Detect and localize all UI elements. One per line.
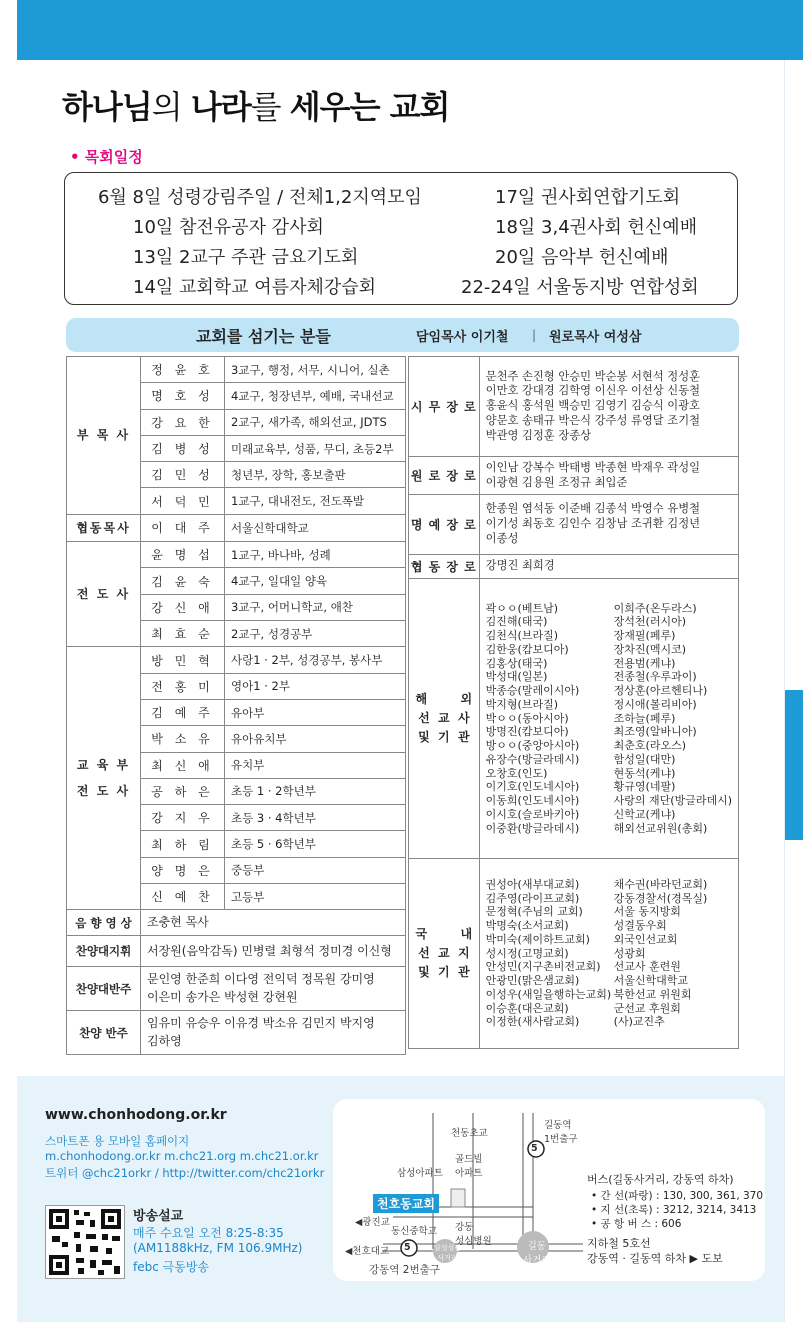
table-row [67,967,406,1011]
staff-name: 김 예 주 [141,699,225,725]
overseas-mission-item: 박ㅇㅇ(동아시아) [485,711,569,725]
category-cell: 명 예 장 로 [409,495,480,555]
table-row [409,457,739,495]
staff-role: 청년부, 장학, 홍보출판 [225,462,406,488]
staff-role: 유아부 [225,699,406,725]
overseas-mission-item: 조하늘(페루) [613,711,676,725]
domestic-mission-item: 채수권(바라던교회) [613,877,708,891]
staff-role: 사랑1 · 2부, 성경공부, 봉사부 [225,647,406,673]
location-map[interactable] [333,1099,765,1281]
staff-role: 2교구, 성경공부 [225,621,406,647]
separator: | [532,328,537,342]
domestic-mission-item: 군선교 후원회 [613,1001,681,1015]
domestic-mission-item: 서울신학대학교 [613,974,689,988]
schedule-item: 6월 8일 성령강림주일 / 전체1,2지역모임 [98,187,422,208]
staff-value: 조충현 목사 [141,910,406,936]
schedule-item: 10일 참전유공자 감사회 [133,217,324,238]
schedule-item: 18일 3,4권사회 헌신예배 [495,217,698,238]
staff-value: 임유미 유승우 이유경 박소유 김민지 박지영 김하영 [141,1011,406,1055]
staff-role: 3교구, 행정, 서무, 시니어, 실촌 [225,357,406,383]
map-label: 삼성성심 사거리 [434,1244,462,1262]
domestic-mission-item: 권성아(새부대교회) [485,877,580,891]
bus-title: 버스(길동사거리, 강동역 하차) [587,1173,734,1186]
staff-name: 신 예 찬 [141,884,225,910]
qr-code[interactable] [45,1205,125,1279]
bus-line: • 공 항 버 스 : 606 [591,1218,682,1230]
table-row [409,579,739,859]
staff-role: 초등 1 · 2학년부 [225,778,406,804]
overseas-mission-item: 김진해(태국) [485,615,548,629]
staff-name: 이 대 주 [141,514,225,541]
overseas-mission-item: 곽ㅇㅇ(베트남) [485,601,558,615]
staff-name: 정 윤 호 [141,357,225,383]
staff-role: 1교구, 대내전도, 전도폭발 [225,488,406,514]
category-cell: 전 도 사 [67,542,141,647]
domestic-mission-item: 박미숙(제이하트교회) [485,932,590,946]
table-row [409,555,739,579]
map-label: 강동역 2번출구 [369,1264,440,1276]
table-row [409,495,739,555]
staff-name: 공 하 은 [141,778,225,804]
category-cell: 협 동 장 로 [409,555,480,579]
category-cell: 찬양대반주 [67,967,141,1011]
domestic-mission-item: (사)교진추 [613,1015,665,1029]
staff-role: 1교구, 바나바, 성례 [225,542,406,568]
mission-list [479,579,738,859]
staff-name: 김 민 성 [141,462,225,488]
staff-name: 방 민 혁 [141,647,225,673]
subway-title: 지하철 5호선 [587,1237,651,1250]
domestic-mission-item: 문정혁(주님의 교회) [485,905,583,919]
map-label: 길동 사거리 [523,1241,551,1266]
category-cell: 부 목 사 [67,357,141,515]
mission-list [479,859,738,1049]
staff-name: 강 신 애 [141,594,225,620]
staff-value: 이인남 강복수 박태병 박종현 박재우 곽성일 이광현 김용원 조정규 최입준 [479,457,738,495]
domestic-mission-item: 강동경찰서(경목실) [613,891,708,905]
mission-col-left [486,878,614,1029]
broadcast-station: febc 극동방송 [133,1260,210,1274]
staff-role: 고등부 [225,884,406,910]
staff-role: 미래교육부, 성품, 무디, 초등2부 [225,435,406,461]
emeritus-pastor: 원로목사 여성삼 [549,329,642,345]
overseas-mission-item: 이기호(인도네시아) [485,780,580,794]
staff-value: 강명진 최희경 [479,555,738,579]
staff-name: 최 신 애 [141,752,225,778]
domestic-mission-item: 이승훈(대은교회) [485,1001,569,1015]
side-tab [785,690,803,840]
staff-role: 2교구, 새가족, 해외선교, JDTS [225,409,406,435]
category-cell: 원 로 장 로 [409,457,480,495]
staff-role: 초등 3 · 4학년부 [225,805,406,831]
staff-role: 4교구, 청장년부, 예배, 국내선교 [225,383,406,409]
overseas-mission-item: 방명진(캄보디아) [485,725,569,739]
staff-name: 강 지 우 [141,805,225,831]
overseas-mission-item: 이중환(방글라데시) [485,821,580,835]
overseas-mission-item: 이희주(온두라스) [613,601,697,615]
schedule-item: 22-24일 서울동지방 연합성회 [461,277,699,298]
mission-col-right [614,602,732,836]
staff-name: 김 병 성 [141,435,225,461]
domestic-mission-item: 이정한(새사람교회) [485,1015,580,1029]
staff-role: 4교구, 일대일 양육 [225,568,406,594]
overseas-mission-item: 박성대(일본) [485,670,548,684]
overseas-mission-item: 최춘호(라오스) [613,739,686,753]
overseas-mission-item: 신학교(케냐) [613,807,676,821]
schedule-label: • 목회일정 [70,148,143,166]
mobile-urls[interactable]: m.chonhodong.or.kr m.chc21.org m.chc21.or.kr [45,1149,319,1163]
overseas-mission-item: 장석천(러시아) [613,615,686,629]
schedule-item: 13일 2교구 주관 금요기도회 [133,247,359,268]
table-row [67,910,406,936]
category-cell: 찬양대지휘 [67,936,141,967]
domestic-mission-item: 선교사 훈련원 [613,960,681,974]
schedule-box [64,172,738,305]
overseas-mission-item: 유장수(방글라데시) [485,752,580,766]
map-label: 삼성아파트 [397,1168,443,1179]
subway-line-5: 5 [531,1143,538,1154]
website-link[interactable]: www.chonhodong.or.kr [45,1107,227,1123]
overseas-mission-item: 황규영(네팔) [613,780,676,794]
overseas-mission-item: 이동희(인도네시아) [485,794,580,808]
staff-name: 강 요 한 [141,409,225,435]
domestic-mission-item: 안성민(지구촌비전교회) [485,960,601,974]
staff-role: 유아유치부 [225,726,406,752]
category-cell: 협동목사 [67,514,141,541]
category-cell: 교 육 부 전 도 사 [67,647,141,910]
domestic-mission-item: 외국인선교회 [613,932,678,946]
overseas-mission-item: 함성일(대만) [613,752,676,766]
table-row [67,542,406,568]
map-label: 골드빌 아파트 [455,1154,483,1179]
table-row [67,514,406,541]
staff-name: 최 효 순 [141,621,225,647]
table-row [67,936,406,967]
broadcast-title: 방송설교 [133,1209,184,1224]
domestic-mission-item: 북한선교 위원회 [613,987,692,1001]
overseas-mission-item: 박지형(브라질) [485,697,558,711]
domestic-mission-item: 서울 동지방회 [613,905,681,919]
domestic-mission-item: 성시정(고명교회) [485,946,569,960]
map-label: 천동초교 [451,1128,488,1139]
church-marker[interactable]: 천호동교회 [373,1194,439,1213]
domestic-mission-item: 안광민(맑은샘교회) [485,974,580,988]
table-row [409,859,739,1049]
staff-table-right [408,356,739,1049]
staff-value: 한종원 염석동 이준배 김종석 박영수 유병철 이기성 최동호 김인수 김창남 조귀환 김정년 이종성 [479,495,738,555]
bus-line: • 간 선(파랑) : 130, 300, 361, 370 [591,1190,764,1202]
category-cell: 찬양 반주 [67,1011,141,1055]
staff-value: 문천주 손진형 안승민 박순봉 서현석 정성훈 이만호 강대경 김학영 이신우 이선상 신동철 홍윤식 홍석원 백승민 김영기 김승식 이광호 양문호 송태규 박은식 강주성 류영달 조기철 박관영 김정훈 장종상 [479,357,738,457]
senior-pastor: 담임목사 이기철 [416,329,509,345]
broadcast-freq: (AM1188kHz, FM 106.9MHz) [133,1241,303,1255]
overseas-mission-item: 방ㅇㅇ(중앙아시아) [485,739,580,753]
staff-header [66,318,739,352]
overseas-mission-item: 박종승(말레이시아) [485,684,580,698]
staff-value: 서장원(음악감독) 민병렬 최형석 정미경 이신형 [141,936,406,967]
domestic-mission-item: 성광회 [613,946,646,960]
staff-role: 3교구, 어머니학교, 애찬 [225,594,406,620]
staff-table-left [66,356,406,1055]
table-row [67,647,406,673]
overseas-mission-item: 사랑의 재단(방글라데시) [613,794,732,808]
mission-columns [486,878,732,1029]
staff-name: 박 소 유 [141,726,225,752]
domestic-mission-item: 성결동우회 [613,919,667,933]
overseas-mission-item: 전종철(우루과이) [613,670,697,684]
subway-info: 강동역 · 길동역 하차 ▶ 도보 [587,1252,723,1265]
staff-title: 교회를 섬기는 분들 [196,326,331,346]
staff-role: 유치부 [225,752,406,778]
domestic-mission-item: 이성우(새일을행하는교회) [485,987,612,1001]
overseas-mission-item: 김한웅(캄보디아) [485,642,569,656]
map-label: ◀광진교 [355,1217,390,1228]
mobile-label: 스마트폰 용 모바일 홈페이지 [45,1134,190,1148]
category-cell: 해 외 선 교 사 및 기 관 [409,579,480,859]
category-cell: 국 내 선 교 지 및 기 관 [409,859,480,1049]
table-row [409,357,739,457]
staff-role: 초등 5 · 6학년부 [225,831,406,857]
bus-line: • 지 선(초록) : 3212, 3214, 3413 [591,1204,757,1216]
category-cell: 음 향 영 상 [67,910,141,936]
staff-name: 서 덕 민 [141,488,225,514]
schedule-item: 17일 권사회연합기도회 [495,187,681,208]
table-row [67,357,406,383]
map-label: 길동역 1번출구 [544,1120,578,1145]
mission-col-left [486,602,614,836]
domestic-mission-item: 김주영(라이프교회) [485,891,580,905]
staff-name: 명 호 성 [141,383,225,409]
overseas-mission-item: 김천식(브라질) [485,629,558,643]
schedule-item: 14일 교회학교 여름자체강습회 [133,277,377,298]
staff-name: 김 윤 숙 [141,568,225,594]
map-label: 강동 성심병원 [455,1222,492,1247]
table-row [67,1011,406,1055]
staff-role: 서울신학대학교 [225,514,406,541]
overseas-mission-item: 김홍상(태국) [485,656,548,670]
schedule-item: 20일 음악부 헌신예배 [495,247,669,268]
overseas-mission-item: 정상훈(아르헨티나) [613,684,708,698]
broadcast-time: 매주 수요일 오전 8:25-8:35 [133,1226,284,1240]
twitter-link[interactable]: 트위터 @chc21orkr / http://twitter.com/chc21orkr [45,1166,325,1180]
overseas-mission-item: 장재필(페루) [613,629,676,643]
staff-name: 전 홍 미 [141,673,225,699]
overseas-mission-item: 최조영(알바니아) [613,725,697,739]
overseas-mission-item: 장차진(멕시코) [613,642,686,656]
overseas-mission-item: 해외선교위원(총회) [613,821,708,835]
staff-role: 중등부 [225,857,406,883]
mission-columns [486,602,732,836]
page-title: 하나님의 나라를 세우는 교회 [62,88,450,126]
category-cell: 시 무 장 로 [409,357,480,457]
staff-name: 윤 명 섭 [141,542,225,568]
mission-col-right [614,878,708,1029]
staff-name: 양 명 은 [141,857,225,883]
staff-value: 문인영 한준희 이다영 전익덕 정목원 강미영 이은미 송가은 박성현 강현원 [141,967,406,1011]
overseas-mission-item: 정시애(볼리비아) [613,697,697,711]
overseas-mission-item: 현동석(케냐) [613,766,676,780]
overseas-mission-item: 오창호(인도) [485,766,548,780]
overseas-mission-item: 이시호(슬로바키아) [485,807,580,821]
staff-name: 최 하 림 [141,831,225,857]
overseas-mission-item: 전용범(케냐) [613,656,676,670]
top-banner [17,0,803,60]
subway-line-5: 5 [404,1242,411,1253]
domestic-mission-item: 박명숙(소서교회) [485,919,569,933]
staff-role: 영아1 · 2부 [225,673,406,699]
map-label: ◀천호대교 [345,1246,390,1257]
map-label: 동신중학교 [391,1226,437,1237]
